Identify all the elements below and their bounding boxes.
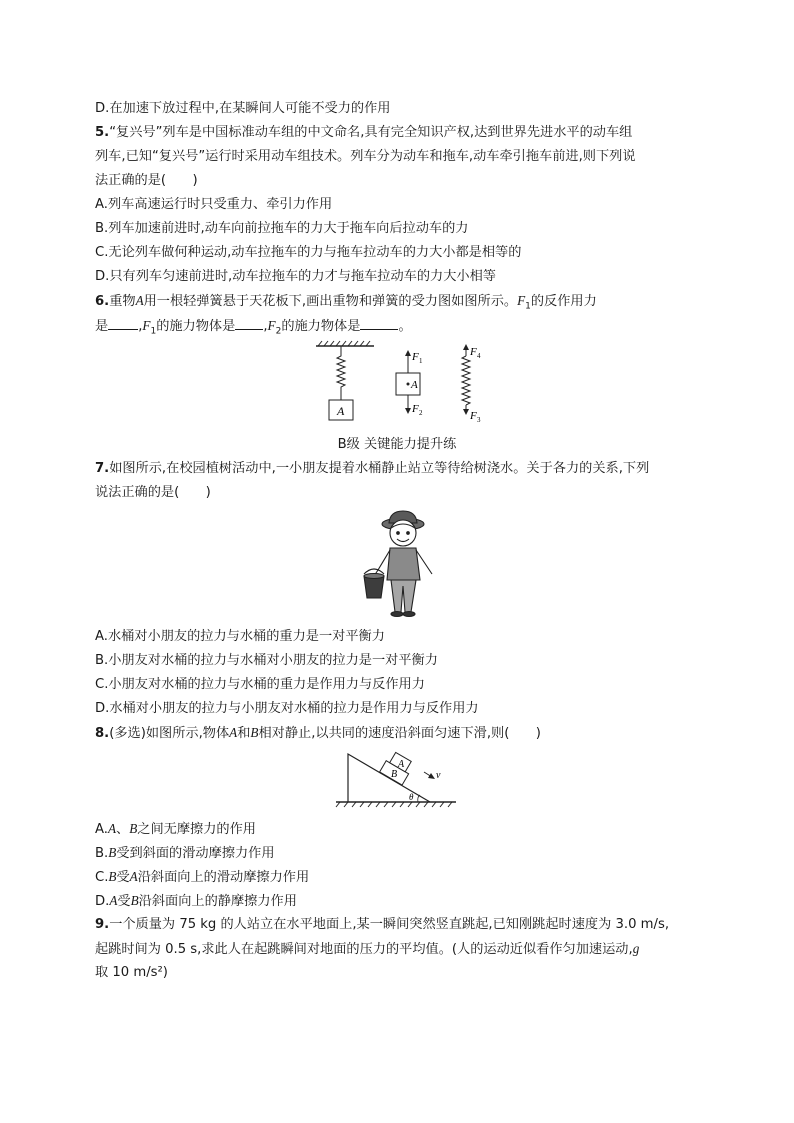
q6-var-f1b: F	[142, 318, 151, 333]
q7-stem-1: 如图所示,在校园植树活动中,一小朋友提着水桶静止站立等待给树浇水。关于各力的关系,下列	[109, 461, 650, 476]
q7-stem-line-1	[95, 461, 649, 477]
f4-sub: 4	[477, 352, 481, 360]
f3-sub: 3	[477, 416, 481, 424]
q7-option-a: A.水桶对小朋友的拉力与水桶的重力是一对平衡力	[95, 629, 385, 644]
child-illustration	[374, 511, 432, 617]
q8-option-d	[95, 893, 297, 910]
q8-option-a-mid: 、	[116, 822, 130, 837]
q9-stem-line-2	[95, 941, 639, 958]
q8-option-c-var-1: B	[108, 869, 117, 884]
f1-sub: 1	[419, 357, 423, 365]
section-b-heading: B级 关键能力提升练	[337, 437, 457, 452]
angle-label: θ	[409, 792, 414, 802]
q7-option-d: D.水桶对小朋友的拉力与小朋友对水桶的拉力是作用力与反作用力	[95, 701, 479, 716]
q9-stem-2a: 起跳时间为 0.5 s,求此人在起跳瞬间对地面的压力的平均值。(人的运动近似看作匀加速运动,	[95, 942, 633, 957]
q8-var-b: B	[250, 725, 259, 740]
f4-label: F	[470, 346, 477, 358]
q9-number: 9.	[95, 917, 110, 932]
q8-option-b-prefix: B.	[95, 846, 109, 861]
bucket-icon	[364, 569, 384, 598]
q8-option-c-prefix: C.	[95, 870, 109, 885]
q8-option-d-prefix: D.	[95, 894, 110, 909]
q8-option-d-var-2: B	[130, 893, 139, 908]
q6-stem-2e: 的施力物体是	[281, 319, 361, 334]
q5-option-d: D.只有列车匀速前进时,动车拉拖车的力才与拖车拉动车的力大小相等	[95, 269, 496, 284]
q6-stem-2c: 的施力物体是	[156, 319, 236, 334]
q5-stem-line-3: 法正确的是( )	[95, 173, 198, 188]
ceiling	[316, 341, 374, 346]
q6-var-a: A	[135, 293, 144, 308]
q8-option-c-var-2: A	[129, 869, 138, 884]
block-a-center-dot	[407, 383, 410, 386]
q6-stem-1c: 的反作用力	[530, 294, 597, 309]
q8-option-c-text: 沿斜面向上的滑动摩擦力作用	[137, 870, 310, 885]
q5-option-a: A.列车高速运行时只受重力、牵引力作用	[95, 197, 333, 212]
q8-stem-b: 和	[237, 726, 251, 741]
q6-stem-1b: 用一根轻弹簧悬于天花板下,画出重物和弹簧的受力图如图所示。	[143, 294, 518, 309]
q6-stem-1a: 重物	[109, 294, 136, 309]
incline-wedge	[348, 754, 430, 802]
f2-arrowhead	[405, 408, 411, 414]
q8-option-a	[95, 821, 256, 838]
q6-blank-3[interactable]	[360, 317, 398, 330]
f2-label: F	[412, 403, 419, 415]
velocity-label: v	[436, 770, 441, 781]
q8-option-b	[95, 845, 275, 862]
velocity-arrowhead	[428, 773, 435, 779]
q8-number: 8.	[95, 726, 110, 741]
q8-option-a-var-2: B	[129, 821, 138, 836]
q5-stem-1: “复兴号”列车是中国标准动车组的中文命名,具有完全知识产权,达到世界先进水平的动车组	[109, 125, 633, 140]
q6-blank-1[interactable]	[108, 317, 138, 330]
q6-var-f2: F	[267, 318, 276, 333]
q6-sub-1: 1	[525, 301, 531, 312]
f2-sub: 2	[419, 409, 423, 417]
q8-stem-a: (多选)如图所示,物体	[109, 726, 230, 741]
f3-arrowhead	[463, 409, 469, 415]
q5-option-b: B.列车加速前进时,动车向前拉拖车的力大于拖车向后拉动车的力	[95, 221, 469, 236]
q8-stem-c: 相对静止,以共同的速度沿斜面匀速下滑,则( )	[258, 726, 541, 741]
block-a-free-label: A	[411, 379, 418, 391]
q6-stem-2b: ,	[138, 319, 143, 334]
q8-option-b-text: 受到斜面的滑动摩擦力作用	[116, 846, 275, 861]
ground	[336, 802, 456, 807]
q8-stem-line	[95, 725, 541, 742]
q6-sub-2: 2	[275, 326, 282, 337]
q6-stem-2f: 。	[398, 319, 412, 334]
q6-blank-2[interactable]	[235, 317, 263, 330]
q9-stem-1: 一个质量为 75 kg 的人站立在水平地面上,某一瞬间突然竖直跳起,已知刚跳起时速度为 3.0 m/s,	[109, 917, 670, 932]
q8-option-d-text: 沿斜面向上的静摩擦力作用	[138, 894, 297, 909]
q6-stem-2a: 是	[95, 319, 109, 334]
q9-stem-line-3: 取 10 m/s²)	[95, 965, 168, 980]
block-a-label: A	[398, 759, 405, 770]
q8-option-a-text: 之间无摩擦力的作用	[137, 822, 256, 837]
q6-stem-2d: ,	[263, 319, 268, 334]
f4-arrowhead	[463, 344, 469, 350]
q8-var-a: A	[229, 725, 238, 740]
q6-figure	[310, 340, 490, 425]
q9-stem-line-1	[95, 917, 669, 933]
q9-var-g: g	[632, 941, 640, 956]
q8-option-b-var-1: B	[108, 845, 117, 860]
q7-number: 7.	[95, 461, 110, 476]
q5-number: 5.	[95, 125, 110, 140]
q6-number: 6.	[95, 294, 110, 309]
q8-option-c	[95, 869, 309, 886]
q5-stem-line-2: 列车,已知“复兴号”运行时采用动车组技术。列车分为动车和拖车,动车牵引拖车前进,则下列说	[95, 149, 636, 164]
block-b-label: B	[391, 769, 398, 780]
q8-option-d-var-1: A	[109, 893, 118, 908]
spring-free-body	[462, 356, 470, 405]
q6-stem-line-2	[95, 317, 412, 340]
f3-label: F	[470, 410, 477, 422]
q8-option-d-mid: 受	[117, 894, 131, 909]
q8-figure	[332, 748, 462, 810]
f1-label: F	[412, 351, 419, 363]
q8-option-a-prefix: A.	[95, 822, 108, 837]
q7-option-b: B.小朋友对水桶的拉力与水桶对小朋友的拉力是一对平衡力	[95, 653, 438, 668]
q7-figure	[360, 508, 440, 620]
spring-hanging	[337, 346, 345, 400]
q6-sub-1b: 1	[150, 326, 157, 337]
q6-stem-line-1	[95, 293, 597, 315]
q8-option-a-var-1: A	[107, 821, 117, 836]
q8-option-c-mid: 受	[116, 870, 130, 885]
q6-var-f1: F	[517, 293, 526, 308]
q7-option-c: C.小朋友对水桶的拉力与水桶的重力是作用力与反作用力	[95, 677, 425, 692]
q5-stem-line-1	[95, 125, 632, 141]
f1-arrowhead	[405, 350, 411, 356]
q5-option-c: C.无论列车做何种运动,动车拉拖车的力与拖车拉动车的力大小都是相等的	[95, 245, 522, 260]
q4-option-d: D.在加速下放过程中,在某瞬间人可能不受力的作用	[95, 101, 391, 116]
block-a-label: A	[337, 404, 345, 418]
q7-stem-line-2: 说法正确的是( )	[95, 485, 211, 500]
